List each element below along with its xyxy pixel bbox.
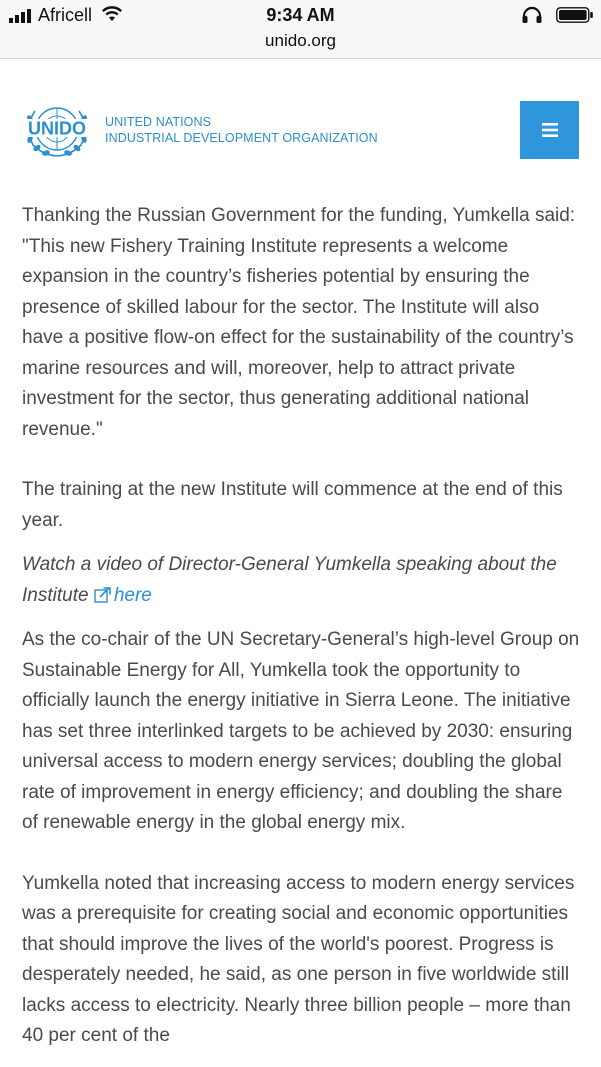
carrier-name: Africell bbox=[38, 5, 93, 25]
org-name-line1[interactable]: UNITED NATIONS bbox=[105, 115, 212, 129]
status-time: 9:34 AM bbox=[266, 5, 335, 25]
video-caption-text: Watch a video of Director-General Yumkella speaking about the Institute bbox=[22, 554, 557, 606]
status-bar bbox=[0, 0, 601, 30]
headphones-icon bbox=[521, 6, 543, 24]
article-body bbox=[22, 201, 582, 1052]
org-name-line2[interactable]: INDUSTRIAL DEVELOPMENT ORGANIZATION bbox=[105, 131, 378, 145]
article-paragraph: Yumkella noted that increasing access to modern energy services was a prerequisite for creating social and economic opportunities that should improve the lives of the world's poorest. Progress is desperately needed, he said, as one person in five worldwide still lacks access to electricity. Nearly three billion people – more than 40 per cent of the bbox=[22, 872, 575, 1046]
video-caption bbox=[22, 550, 582, 611]
menu-button[interactable] bbox=[520, 101, 579, 159]
browser-url-bar[interactable] bbox=[0, 30, 601, 59]
article-paragraph: The training at the new Institute will commence at the end of this year. bbox=[22, 479, 563, 531]
article-paragraph: Thanking the Russian Government for the funding, Yumkella said: "This new Fishery Training Institute represents a welcome expansion in the country’s fisheries potential by ensuring the presence of skilled labour for the sector. The Institute will also have a positive flow-on effect for the sustainability of the country’s marine resources and will, moreover, help to attract private investment for the sector, thus generating additional national revenue." bbox=[22, 205, 576, 440]
battery-icon bbox=[556, 7, 594, 23]
hamburger-menu-icon bbox=[542, 123, 558, 137]
logo-wordmark: UNIDO bbox=[28, 118, 86, 139]
video-link[interactable]: here bbox=[113, 584, 152, 606]
article-paragraph: As the co-chair of the UN Secretary-General’s high-level Group on Sustainable Energy for All, Yumkella took the opportunity to officially launch the energy initiative in Sierra Leone. The initiative has set three interlinked targets to be achieved by 2030: ensuring universal access to modern energy services; doubling the global rate of improvement in energy efficiency; and doubling the share of renewable energy in the global energy mix. bbox=[22, 629, 580, 833]
url-text[interactable]: unido.org bbox=[265, 31, 336, 50]
unido-logo[interactable] bbox=[21, 99, 93, 159]
site-header bbox=[0, 59, 601, 199]
external-link-icon bbox=[94, 587, 112, 603]
